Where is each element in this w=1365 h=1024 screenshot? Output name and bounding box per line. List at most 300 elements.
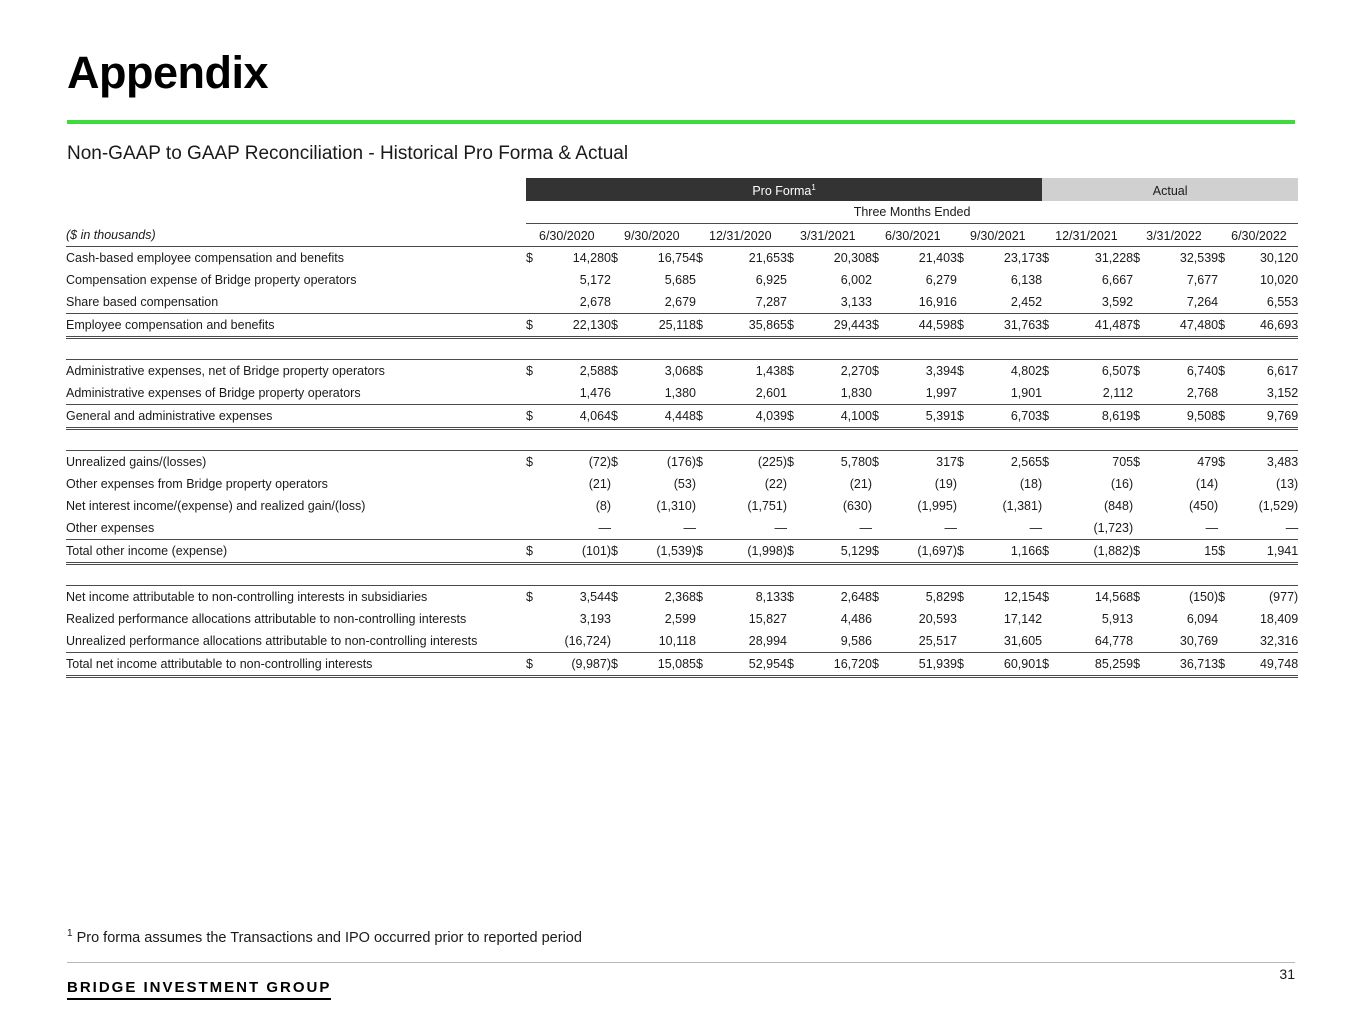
currency-symbol-0 — [526, 473, 539, 495]
row-value-5: (18) — [1019, 476, 1043, 491]
currency-symbol-0: $ — [526, 585, 539, 608]
row-value-5: (1,381) — [1002, 498, 1043, 513]
row-value-5: 60,901 — [970, 652, 1042, 676]
table-row-total — [66, 313, 1298, 337]
currency-symbol-0 — [526, 291, 539, 314]
row-label: Total other income (expense) — [66, 539, 526, 563]
currency-symbol-5: $ — [957, 450, 970, 473]
currency-symbol-6: $ — [1042, 313, 1055, 337]
row-value-3: 20,308 — [800, 246, 872, 269]
row-value-1: 3,068 — [624, 359, 696, 382]
row-value-8: 49,748 — [1231, 652, 1298, 676]
currency-symbol-7 — [1133, 382, 1146, 405]
column-header-1: 9/30/2020 — [624, 224, 696, 247]
currency-symbol-4: $ — [872, 404, 885, 428]
row-value-2: (1,751) — [747, 498, 787, 513]
page-subtitle: Non-GAAP to GAAP Reconciliation - Historical Pro Forma & Actual — [67, 143, 629, 164]
row-value-0: 1,476 — [579, 385, 611, 400]
row-label: Unrealized performance allocations attributable to non-controlling interests — [66, 633, 478, 648]
row-value-4: (19) — [934, 476, 957, 491]
currency-symbol-1: $ — [611, 404, 624, 428]
row-value-6: (1,882) — [1055, 539, 1133, 563]
row-value-0: (8) — [595, 498, 611, 513]
currency-symbol-1: $ — [611, 539, 624, 563]
row-value-4: — — [944, 520, 957, 535]
row-value-4: 25,517 — [918, 633, 957, 648]
row-value-2: (225) — [709, 450, 787, 473]
period-row — [66, 201, 1298, 224]
currency-symbol-5 — [957, 473, 970, 495]
row-value-5: 31,605 — [1003, 633, 1043, 648]
currency-symbol-5: $ — [957, 359, 970, 382]
row-value-7: 7,264 — [1186, 294, 1219, 309]
row-value-2: 15,827 — [748, 611, 787, 626]
row-value-8: 3,483 — [1231, 450, 1298, 473]
currency-symbol-3 — [787, 473, 800, 495]
currency-symbol-8: $ — [1218, 359, 1231, 382]
row-value-8: 30,120 — [1231, 246, 1298, 269]
column-header-6: 12/31/2021 — [1055, 224, 1133, 247]
currency-symbol-4 — [872, 495, 885, 517]
row-value-8: 46,693 — [1231, 313, 1298, 337]
currency-symbol-6: $ — [1042, 359, 1055, 382]
row-value-3: 2,648 — [800, 585, 872, 608]
row-value-2: 28,994 — [748, 633, 787, 648]
currency-symbol-5 — [957, 291, 970, 314]
row-value-2: (1,998) — [709, 539, 787, 563]
row-value-7: (14) — [1195, 476, 1219, 491]
currency-symbol-7 — [1133, 517, 1146, 540]
currency-symbol-0 — [526, 630, 539, 653]
currency-symbol-5 — [957, 269, 970, 291]
row-value-8: (13) — [1275, 476, 1299, 491]
period-label: Three Months Ended — [526, 201, 1298, 224]
currency-symbol-4: $ — [872, 246, 885, 269]
currency-symbol-2 — [696, 382, 709, 405]
row-label: Employee compensation and benefits — [66, 313, 526, 337]
currency-symbol-4: $ — [872, 585, 885, 608]
currency-symbol-1: $ — [611, 585, 624, 608]
currency-symbol-6 — [1042, 608, 1055, 630]
currency-symbol-1: $ — [611, 313, 624, 337]
currency-symbol-0 — [526, 517, 539, 540]
row-label: Other expenses from Bridge property operators — [66, 476, 328, 491]
table-row — [66, 450, 1298, 473]
row-value-2: 4,039 — [709, 404, 787, 428]
column-header-3: 3/31/2021 — [800, 224, 872, 247]
row-value-8: 6,553 — [1266, 294, 1299, 309]
row-value-2: 8,133 — [709, 585, 787, 608]
row-label: Administrative expenses, net of Bridge property operators — [66, 359, 526, 382]
row-label: Unrealized gains/(losses) — [66, 450, 526, 473]
currency-symbol-1 — [611, 630, 624, 653]
currency-symbol-8: $ — [1218, 539, 1231, 563]
currency-symbol-6 — [1042, 517, 1055, 540]
currency-symbol-2: $ — [696, 246, 709, 269]
row-value-7: 32,539 — [1146, 246, 1218, 269]
currency-symbol-8 — [1218, 382, 1231, 405]
table-row — [66, 291, 1298, 314]
currency-symbol-3: $ — [787, 359, 800, 382]
row-value-8: 32,316 — [1259, 633, 1299, 648]
currency-symbol-1 — [611, 269, 624, 291]
currency-symbol-2: $ — [696, 404, 709, 428]
footnote — [67, 928, 582, 946]
row-value-5: 4,802 — [970, 359, 1042, 382]
row-value-0: 3,193 — [579, 611, 611, 626]
row-value-6: 3,592 — [1101, 294, 1134, 309]
currency-symbol-6 — [1042, 269, 1055, 291]
table-row — [66, 608, 1298, 630]
currency-symbol-7 — [1133, 495, 1146, 517]
currency-symbol-2 — [696, 291, 709, 314]
row-value-3: 29,443 — [800, 313, 872, 337]
row-value-1: 1,380 — [664, 385, 696, 400]
row-value-2: 21,653 — [709, 246, 787, 269]
column-header-7: 3/31/2022 — [1146, 224, 1218, 247]
row-label: Administrative expenses of Bridge property operators — [66, 385, 361, 400]
currency-symbol-1: $ — [611, 246, 624, 269]
currency-symbol-2 — [696, 630, 709, 653]
row-value-7: 9,508 — [1146, 404, 1218, 428]
section-spacer — [66, 563, 1298, 585]
currency-symbol-8: $ — [1218, 585, 1231, 608]
currency-symbol-6: $ — [1042, 246, 1055, 269]
row-value-7: 6,094 — [1186, 611, 1219, 626]
currency-symbol-2: $ — [696, 450, 709, 473]
row-value-7: 2,768 — [1186, 385, 1219, 400]
reconciliation-table — [66, 178, 1298, 678]
currency-symbol-4: $ — [872, 539, 885, 563]
currency-symbol-8 — [1218, 517, 1231, 540]
row-value-8: 3,152 — [1266, 385, 1299, 400]
date-header-spacer-6 — [1042, 224, 1055, 247]
currency-symbol-3: $ — [787, 404, 800, 428]
row-value-3: (630) — [842, 498, 872, 513]
currency-symbol-6 — [1042, 473, 1055, 495]
row-value-7: (450) — [1188, 498, 1219, 513]
currency-symbol-3 — [787, 608, 800, 630]
currency-symbol-4: $ — [872, 450, 885, 473]
currency-symbol-2 — [696, 269, 709, 291]
row-value-1: 25,118 — [624, 313, 696, 337]
currency-symbol-8 — [1218, 608, 1231, 630]
currency-symbol-2 — [696, 473, 709, 495]
row-value-5: 17,142 — [1003, 611, 1043, 626]
column-header-row — [66, 224, 1298, 247]
currency-symbol-8: $ — [1218, 450, 1231, 473]
currency-symbol-3 — [787, 517, 800, 540]
row-value-6: 14,568 — [1055, 585, 1133, 608]
row-value-2: 2,601 — [755, 385, 787, 400]
row-value-0: (72) — [539, 450, 611, 473]
row-value-3: (21) — [849, 476, 872, 491]
currency-symbol-5: $ — [957, 652, 970, 676]
row-value-1: (53) — [673, 476, 696, 491]
row-value-8: (977) — [1231, 585, 1298, 608]
period-spacer — [66, 201, 526, 224]
currency-symbol-8 — [1218, 495, 1231, 517]
row-label: Share based compensation — [66, 294, 219, 309]
currency-symbol-7 — [1133, 291, 1146, 314]
row-label: Net income attributable to non-controlling interests in subsidiaries — [66, 585, 526, 608]
currency-symbol-7 — [1133, 473, 1146, 495]
currency-symbol-7 — [1133, 269, 1146, 291]
row-label: General and administrative expenses — [66, 404, 526, 428]
row-value-0: 2,588 — [539, 359, 611, 382]
section-spacer — [66, 337, 1298, 359]
currency-symbol-8 — [1218, 630, 1231, 653]
table-row — [66, 359, 1298, 382]
currency-symbol-8: $ — [1218, 246, 1231, 269]
row-value-0: (21) — [588, 476, 611, 491]
currency-symbol-7 — [1133, 630, 1146, 653]
currency-symbol-8: $ — [1218, 404, 1231, 428]
row-value-7: — — [1205, 520, 1219, 535]
currency-symbol-4: $ — [872, 313, 885, 337]
row-value-8: — — [1285, 520, 1299, 535]
currency-symbol-1 — [611, 517, 624, 540]
brand-logo: BRIDGE INVESTMENT GROUP — [67, 979, 331, 1000]
row-value-7: 15 — [1146, 539, 1218, 563]
date-header-spacer-3 — [787, 224, 800, 247]
currency-symbol-2: $ — [696, 585, 709, 608]
currency-symbol-2 — [696, 608, 709, 630]
row-value-1: 10,118 — [658, 633, 696, 648]
currency-symbol-5 — [957, 608, 970, 630]
row-value-6: 64,778 — [1094, 633, 1134, 648]
currency-symbol-7: $ — [1133, 313, 1146, 337]
table-row — [66, 630, 1298, 653]
row-value-3: 9,586 — [840, 633, 872, 648]
currency-symbol-4 — [872, 473, 885, 495]
row-value-6: 8,619 — [1055, 404, 1133, 428]
currency-symbol-4 — [872, 269, 885, 291]
row-value-6: 705 — [1055, 450, 1133, 473]
currency-symbol-3 — [787, 495, 800, 517]
row-value-8: 10,020 — [1259, 272, 1299, 287]
row-value-0: 2,678 — [579, 294, 611, 309]
row-value-6: (1,723) — [1093, 520, 1134, 535]
row-value-6: 6,507 — [1055, 359, 1133, 382]
row-value-5: 1,901 — [1010, 385, 1043, 400]
currency-symbol-0: $ — [526, 539, 539, 563]
row-value-1: 5,685 — [664, 272, 696, 287]
currency-symbol-8 — [1218, 269, 1231, 291]
row-value-5: 2,452 — [1010, 294, 1043, 309]
row-value-3: 4,486 — [840, 611, 872, 626]
footnote-marker: 1 — [67, 928, 73, 939]
row-value-2: — — [774, 520, 787, 535]
currency-symbol-4: $ — [872, 359, 885, 382]
row-value-8: 18,409 — [1259, 611, 1299, 626]
date-header-spacer-2 — [696, 224, 709, 247]
currency-symbol-5: $ — [957, 539, 970, 563]
currency-symbol-0: $ — [526, 404, 539, 428]
table-row — [66, 495, 1298, 517]
currency-symbol-1 — [611, 608, 624, 630]
row-value-5: 2,565 — [970, 450, 1042, 473]
currency-symbol-3: $ — [787, 652, 800, 676]
row-value-5: — — [1029, 520, 1043, 535]
row-value-3: 3,133 — [840, 294, 872, 309]
currency-symbol-4 — [872, 291, 885, 314]
currency-symbol-8 — [1218, 473, 1231, 495]
currency-symbol-6 — [1042, 495, 1055, 517]
currency-symbol-5 — [957, 630, 970, 653]
currency-symbol-4 — [872, 630, 885, 653]
currency-symbol-2 — [696, 517, 709, 540]
currency-symbol-4: $ — [872, 652, 885, 676]
currency-symbol-5 — [957, 382, 970, 405]
row-value-1: 4,448 — [624, 404, 696, 428]
currency-symbol-2: $ — [696, 539, 709, 563]
currency-symbol-7: $ — [1133, 359, 1146, 382]
currency-symbol-7: $ — [1133, 404, 1146, 428]
table-row — [66, 382, 1298, 405]
row-value-1: 2,679 — [664, 294, 696, 309]
row-value-8: 9,769 — [1231, 404, 1298, 428]
currency-symbol-0 — [526, 382, 539, 405]
currency-symbol-3 — [787, 269, 800, 291]
row-label: Total net income attributable to non-controlling interests — [66, 652, 526, 676]
banner-pro-forma: Pro Forma$^1$ — [526, 178, 1042, 201]
currency-symbol-6 — [1042, 291, 1055, 314]
row-value-1: — — [683, 520, 696, 535]
row-value-5: 23,173 — [970, 246, 1042, 269]
row-value-0: (101) — [539, 539, 611, 563]
currency-symbol-7: $ — [1133, 246, 1146, 269]
column-header-2: 12/31/2020 — [709, 224, 787, 247]
row-value-3: 4,100 — [800, 404, 872, 428]
currency-symbol-5: $ — [957, 404, 970, 428]
row-value-3: 5,780 — [800, 450, 872, 473]
currency-symbol-3 — [787, 382, 800, 405]
currency-symbol-2: $ — [696, 359, 709, 382]
column-header-5: 9/30/2021 — [970, 224, 1042, 247]
currency-symbol-1: $ — [611, 450, 624, 473]
row-value-7: 47,480 — [1146, 313, 1218, 337]
row-value-0: 14,280 — [539, 246, 611, 269]
row-value-2: 52,954 — [709, 652, 787, 676]
column-header-0: 6/30/2020 — [539, 224, 611, 247]
currency-symbol-0 — [526, 495, 539, 517]
currency-symbol-3: $ — [787, 313, 800, 337]
row-value-4: 51,939 — [885, 652, 957, 676]
currency-symbol-7: $ — [1133, 585, 1146, 608]
row-value-1: 2,368 — [624, 585, 696, 608]
units-label: ($ in thousands) — [66, 227, 156, 242]
row-value-7: 6,740 — [1146, 359, 1218, 382]
row-value-6: 41,487 — [1055, 313, 1133, 337]
table-body — [66, 178, 1298, 676]
table-row — [66, 517, 1298, 540]
row-value-1: (176) — [624, 450, 696, 473]
row-value-6: 6,667 — [1101, 272, 1134, 287]
row-value-0: 4,064 — [539, 404, 611, 428]
table-row-total — [66, 404, 1298, 428]
row-value-4: 21,403 — [885, 246, 957, 269]
row-value-6: 31,228 — [1055, 246, 1133, 269]
row-value-1: (1,539) — [624, 539, 696, 563]
currency-symbol-3: $ — [787, 246, 800, 269]
date-header-spacer-7 — [1133, 224, 1146, 247]
banner-row — [66, 178, 1298, 201]
currency-symbol-5: $ — [957, 313, 970, 337]
banner-actual: Actual — [1042, 178, 1298, 201]
row-value-4: (1,995) — [917, 498, 957, 513]
currency-symbol-3: $ — [787, 450, 800, 473]
row-value-8: 1,941 — [1231, 539, 1298, 563]
row-value-6: (848) — [1103, 498, 1134, 513]
currency-symbol-5 — [957, 517, 970, 540]
row-value-8: 6,617 — [1231, 359, 1298, 382]
row-value-1: 2,599 — [664, 611, 696, 626]
row-value-3: — — [859, 520, 872, 535]
row-value-4: 5,829 — [885, 585, 957, 608]
date-header-spacer-4 — [872, 224, 885, 247]
currency-symbol-2: $ — [696, 313, 709, 337]
row-value-3: 2,270 — [800, 359, 872, 382]
table-row — [66, 246, 1298, 269]
row-value-4: (1,697) — [885, 539, 957, 563]
currency-symbol-8: $ — [1218, 652, 1231, 676]
currency-symbol-6: $ — [1042, 539, 1055, 563]
currency-symbol-0: $ — [526, 246, 539, 269]
row-value-2: (22) — [764, 476, 787, 491]
row-value-4: 1,997 — [925, 385, 957, 400]
currency-symbol-1: $ — [611, 359, 624, 382]
currency-symbol-8: $ — [1218, 313, 1231, 337]
currency-symbol-6: $ — [1042, 404, 1055, 428]
currency-symbol-1 — [611, 291, 624, 314]
row-value-7: (150) — [1146, 585, 1218, 608]
banner-spacer — [66, 178, 526, 201]
footnote-text: Pro forma assumes the Transactions and IPO occurred prior to reported period — [76, 929, 582, 946]
row-value-6: 85,259 — [1055, 652, 1133, 676]
currency-symbol-1 — [611, 495, 624, 517]
date-header-spacer-1 — [611, 224, 624, 247]
currency-symbol-4 — [872, 517, 885, 540]
row-value-7: 36,713 — [1146, 652, 1218, 676]
row-value-1: 15,085 — [624, 652, 696, 676]
row-value-6: 5,913 — [1101, 611, 1134, 626]
row-value-4: 6,279 — [925, 272, 957, 287]
currency-symbol-6: $ — [1042, 585, 1055, 608]
currency-symbol-4 — [872, 382, 885, 405]
row-value-3: 5,129 — [800, 539, 872, 563]
row-value-4: 5,391 — [885, 404, 957, 428]
row-value-5: 12,154 — [970, 585, 1042, 608]
currency-symbol-2 — [696, 495, 709, 517]
row-value-3: 6,002 — [840, 272, 872, 287]
date-header-spacer-5 — [957, 224, 970, 247]
row-label: Net interest income/(expense) and realized gain/(loss) — [66, 498, 366, 513]
row-value-5: 1,166 — [970, 539, 1042, 563]
currency-symbol-5: $ — [957, 585, 970, 608]
row-value-2: 35,865 — [709, 313, 787, 337]
row-value-0: 3,544 — [539, 585, 611, 608]
currency-symbol-3 — [787, 291, 800, 314]
currency-symbol-0: $ — [526, 313, 539, 337]
currency-symbol-0: $ — [526, 359, 539, 382]
row-value-2: 7,287 — [755, 294, 787, 309]
currency-symbol-3: $ — [787, 585, 800, 608]
row-value-2: 6,925 — [755, 272, 787, 287]
date-header-spacer-8 — [1218, 224, 1231, 247]
accent-rule — [67, 120, 1295, 124]
row-value-3: 1,830 — [840, 385, 872, 400]
